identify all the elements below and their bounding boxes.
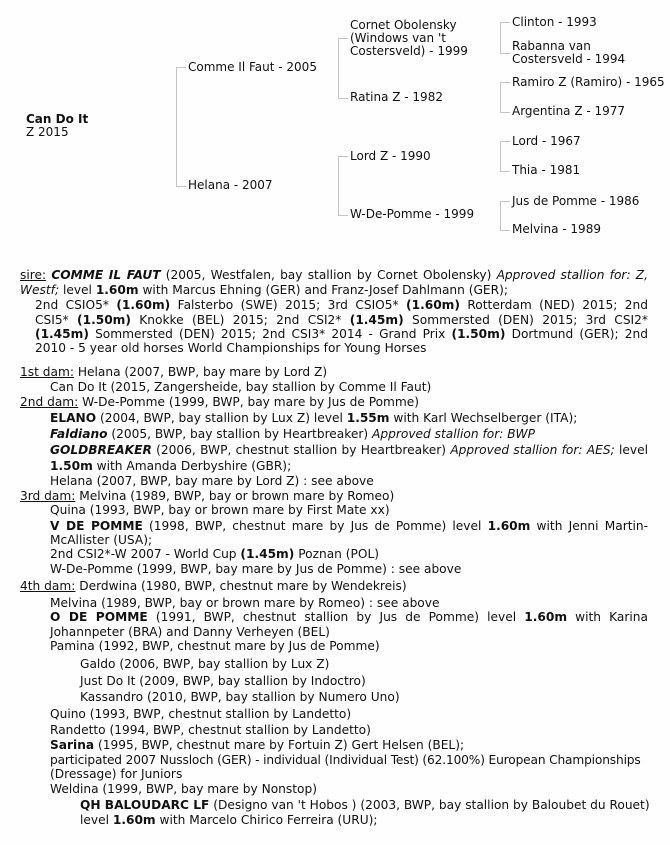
sire-name: COMME IL FAUT	[51, 268, 161, 282]
offspring-line	[50, 738, 464, 752]
text: (2005, BWP, bay stallion by Heartbreaker)	[107, 427, 373, 441]
height-level: 1.60m	[112, 813, 156, 827]
text: with Amanda Derbyshire (GBR);	[92, 459, 292, 473]
dam-line	[20, 395, 419, 409]
offspring-line: Quina (1993, BWP, bay or brown mare by First Mate xx)	[50, 503, 390, 517]
text: CSI5*	[35, 313, 78, 327]
ancestor-node[interactable]: Melvina - 1989	[512, 222, 601, 236]
granddam-maternal-node[interactable]: W-De-Pomme - 1999	[350, 207, 475, 221]
offspring-line	[50, 427, 535, 441]
offspring-line	[50, 459, 291, 473]
sire-results-line	[35, 298, 648, 312]
horse-name: QH BALOUDARC LF	[80, 798, 210, 812]
sire-approved: Westf;	[20, 283, 60, 297]
offspring-line: Pamina (1992, BWP, chestnut mare by Jus de Pomme)	[50, 639, 380, 653]
text: with Karina	[567, 610, 648, 624]
offspring-line	[50, 519, 648, 533]
dam-description: Derdwina (1980, BWP, chestnut mare by Wendekreis)	[75, 579, 407, 593]
horse-name: Sarina	[50, 738, 95, 752]
text: level	[59, 283, 96, 297]
ancestor-node[interactable]: Rabanna van Costersveld - 1994	[512, 39, 626, 66]
offspring-line: Johannpeter (BRA) and Danny Verheyen (BEL)	[50, 625, 330, 639]
text: level	[80, 813, 113, 827]
offspring-line: Can Do It (2015, Zangersheide, bay stallion by Comme Il Faut)	[50, 380, 432, 394]
grand-offspring-line	[80, 798, 650, 812]
pedigree-tree	[0, 0, 670, 250]
grand-offspring-line: Galdo (2006, BWP, bay stallion by Lux Z)	[80, 657, 330, 671]
grand-offspring-line: Just Do It (2009, BWP, bay stallion by Indoctro)	[80, 674, 366, 688]
tree-connector	[338, 38, 348, 99]
offspring-line: participated 2007 Nussloch (GER) - individual (Individual Test) (62.100%) European Championships	[50, 753, 641, 767]
text: Sommersted (DEN) 2015; 3rd CSI2*	[403, 313, 648, 327]
dam-line	[20, 489, 394, 503]
text: (Designo van 't Hobos ) (2003, BWP, bay stallion by Baloubet du Rouet)	[209, 798, 650, 812]
text: with Marcus Ehning (GER) and Franz-Josef Dahlmann (GER);	[138, 283, 508, 297]
horse-name: GOLDBREAKER	[50, 443, 152, 457]
horse-name: O DE POMME	[50, 610, 148, 624]
tree-connector	[500, 82, 510, 113]
text: with Marcelo Chirico Ferreira (URU);	[155, 813, 378, 827]
height-level: 1.55m	[346, 411, 390, 425]
height-level: (1.60m)	[406, 298, 460, 312]
ancestor-node[interactable]: Argentina Z - 1977	[512, 104, 626, 118]
height-level: 1.50m	[50, 459, 93, 473]
offspring-line: Helana (2007, BWP, bay mare by Lord Z) : see above	[50, 474, 374, 488]
height-level: (1.45m)	[349, 313, 404, 327]
ancestor-node[interactable]: Lord - 1967	[512, 134, 581, 148]
dam-heading: 4th dam:	[20, 579, 76, 593]
height-level: (1.50m)	[451, 327, 506, 341]
text: 2nd CSIO5*	[35, 298, 117, 312]
text: (1991, BWP, chestnut stallion by Jus de Pomme) level	[147, 610, 525, 624]
subject-name: Can Do It	[26, 112, 89, 126]
sire-node[interactable]: Comme Il Faut - 2005	[188, 60, 317, 74]
height-level: 1.60m	[95, 283, 139, 297]
dam-heading: 2nd dam:	[20, 395, 79, 409]
text: with Jenni Martin-	[530, 519, 648, 533]
dam-heading: 1st dam:	[20, 365, 74, 379]
dam-line	[20, 579, 407, 593]
text: Poznan (POL)	[294, 547, 380, 561]
sire-results-line: 2010 - 5 year old horses World Championships for Young Horses	[35, 341, 427, 355]
subject-subtitle: Z 2015	[26, 125, 69, 139]
tree-connector	[500, 22, 510, 54]
dam-description: Helana (2007, BWP, bay mare by Lord Z)	[73, 365, 328, 379]
height-level: (1.45m)	[240, 547, 295, 561]
offspring-line: (Dressage) for Juniors	[50, 767, 183, 781]
dam-heading: 3rd dam:	[20, 489, 76, 503]
tree-connector	[338, 156, 348, 216]
horse-name: ELANO	[50, 411, 97, 425]
approved-note: Approved stallion for: AES;	[450, 443, 615, 457]
ancestor-node[interactable]: Clinton - 1993	[512, 15, 597, 29]
dam-line	[20, 365, 327, 379]
grand-offspring-line	[80, 813, 377, 827]
sire-approved: Approved stallion for: Z,	[496, 268, 648, 282]
offspring-line	[50, 610, 648, 624]
horse-name: Faldiano	[50, 427, 108, 441]
tree-connector	[500, 141, 510, 172]
sire-description: (2005, Westfalen, bay stallion by Cornet Obolensky)	[160, 268, 497, 282]
tree-connector	[500, 201, 510, 231]
sire-results-line	[35, 313, 648, 327]
sire-results-line	[35, 327, 648, 341]
text: with Karl Wechselberger (ITA);	[389, 411, 578, 425]
grand-offspring-line: Kassandro (2010, BWP, bay stallion by Numero Uno)	[80, 690, 400, 704]
text: level	[614, 443, 648, 457]
horse-name: V DE POMME	[50, 519, 143, 533]
height-level: 1.60m	[487, 519, 531, 533]
text: Dortmund (GER); 2nd	[505, 327, 648, 341]
text: Knokke (BEL) 2015; 2nd CSI2*	[130, 313, 350, 327]
text: Sommersted (DEN) 2015; 2nd CSI3* 2014 - Grand Prix	[88, 327, 452, 341]
dam-description: Melvina (1989, BWP, bay or brown mare by Romeo)	[75, 489, 395, 503]
grandsire-paternal-node[interactable]: Cornet Obolensky (Windows van 't Costersveld) - 1999	[350, 18, 468, 58]
tree-connector	[176, 67, 186, 187]
offspring-line: W-De-Pomme (1999, BWP, bay mare by Jus de Pomme) : see above	[50, 562, 462, 576]
offspring-line: Weldina (1999, BWP, bay mare by Nonstop)	[50, 782, 317, 796]
grandsire-maternal-node[interactable]: Lord Z - 1990	[350, 149, 431, 163]
offspring-line: Quino (1993, BWP, chestnut stallion by Landetto)	[50, 707, 352, 721]
offspring-line	[50, 411, 577, 425]
ancestor-node[interactable]: Jus de Pomme - 1986	[512, 194, 640, 208]
text: (1998, BWP, chestnut mare by Jus de Pomme) level	[142, 519, 488, 533]
height-level: (1.60m)	[116, 298, 171, 312]
text: Falsterbo (SWE) 2015; 3rd CSIO5*	[170, 298, 407, 312]
height-level: 1.60m	[524, 610, 568, 624]
approved-note: Approved stallion for: BWP	[372, 427, 535, 441]
offspring-line: Melvina (1989, BWP, bay or brown mare by Romeo) : see above	[50, 596, 440, 610]
text: (2004, BWP, bay stallion by Lux Z) level	[96, 411, 347, 425]
sire-line	[20, 268, 648, 282]
dam-node[interactable]: Helana - 2007	[188, 178, 273, 192]
height-level: (1.45m)	[35, 327, 89, 341]
text: (1995, BWP, chestnut mare by Fortuin Z) Gert Helsen (BEL);	[94, 738, 465, 752]
granddam-paternal-node[interactable]: Ratina Z - 1982	[350, 90, 443, 104]
sire-heading: sire:	[20, 268, 47, 282]
ancestor-node[interactable]: Thia - 1981	[512, 163, 581, 177]
ancestor-node[interactable]: Ramiro Z (Ramiro) - 1965	[512, 75, 665, 89]
subject-horse	[26, 113, 88, 139]
offspring-line	[50, 443, 648, 457]
sire-line	[20, 283, 508, 297]
text: Rotterdam (NED) 2015; 2nd	[459, 298, 648, 312]
height-level: (1.50m)	[77, 313, 131, 327]
dam-description: W-De-Pomme (1999, BWP, bay mare by Jus de Pomme)	[78, 395, 420, 409]
offspring-line	[50, 547, 379, 561]
text: (2006, BWP, chestnut stallion by Heartbreaker)	[151, 443, 451, 457]
offspring-line: Randetto (1994, BWP, chestnut stallion by Landetto)	[50, 723, 371, 737]
offspring-line: McAllister (USA);	[50, 533, 153, 547]
text: 2nd CSI2*-W 2007 - World Cup	[50, 547, 241, 561]
